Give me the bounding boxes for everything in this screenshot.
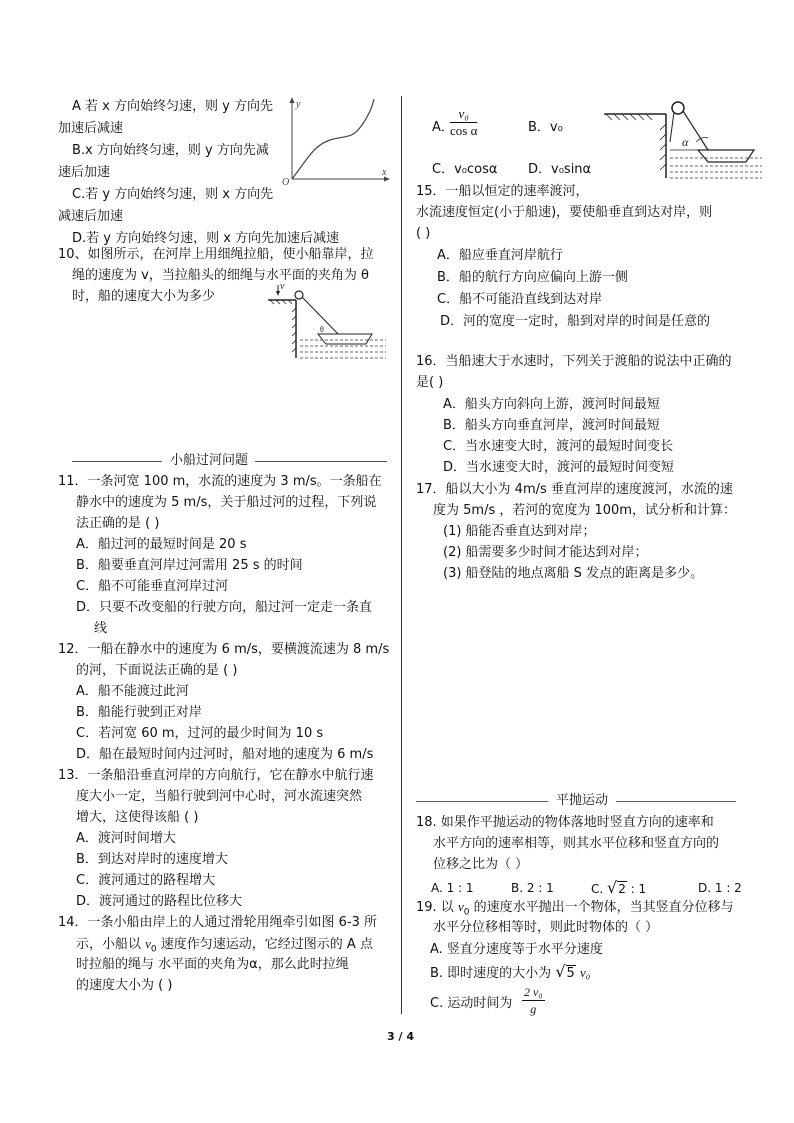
q14-line4: 的速度大小为 ( ) (76, 978, 173, 993)
q10-boat-pull-figure (268, 282, 388, 360)
q18-option-c (591, 878, 646, 899)
q19-c-denominator: g (530, 1002, 537, 1016)
section-title-projectile: 平抛运动 (556, 793, 609, 808)
q14-option-c: C．v₀cosα (432, 162, 498, 177)
q11-line3: 法正确的是 ( ) (76, 516, 160, 531)
q14-v-symbol: v (145, 936, 151, 951)
q12-option-d: D．船在最短时间内过河时，船对地的速度为 6 m/s (76, 747, 374, 762)
q17-line1: 17．船以大小为 4m/s 垂直河岸的速度渡河，水流的速 (416, 482, 733, 497)
q19-option-a: A. 竖直分速度等于水平分速度 (430, 942, 603, 957)
q11-option-b: B．船要垂直河岸过河需用 25 s 的时间 (76, 558, 303, 573)
q11-option-c: C．船不可能垂直河岸过河 (76, 579, 229, 594)
q16-line1: 16．当船速大于水速时，下列关于渡船的说法中正确的 (416, 354, 732, 369)
q14-a-denominator: cos α (450, 123, 478, 138)
q15-line2: 水流速度恒定(小于船速)，要使船垂直到达对岸，则 (416, 205, 713, 220)
fig14-alpha-label: α (682, 135, 689, 149)
q12-option-a: A．船不能渡过此河 (76, 684, 189, 699)
q15-option-a: A．船应垂直河岸航行 (437, 248, 563, 263)
q15-line1: 15．一船以恒定的速率渡河， (416, 184, 589, 199)
section1-rule-right (255, 461, 387, 462)
q12-option-c: C．若河宽 60 m，过河的最少时间为 10 s (76, 726, 324, 741)
q18-c-suffix: : 1 (630, 882, 647, 896)
section2-rule-right (616, 801, 736, 802)
q17-sub1: (1) 船能否垂直达到对岸； (443, 524, 596, 539)
q13-option-b: B．到达对岸时的速度增大 (76, 852, 228, 867)
q19-option-b (430, 962, 590, 984)
sqrt-symbol: √ (555, 962, 566, 981)
q13-line1: 13．一条船沿垂直河岸的方向航行，它在静水中航行速 (58, 768, 374, 783)
q19-c-numerator: 2 v₀ (524, 985, 543, 999)
q9-option-d: D.若 y 方向始终匀速，则 x 方向先加速后减速 (72, 231, 340, 246)
q14-line2-b: 速度作匀速运动，它经过图示的 A 点 (156, 937, 373, 952)
q18-line1: 18. 如果作平抛运动的物体落地时竖直方向的速率和 (416, 815, 714, 830)
graph-y-label: y (296, 99, 301, 110)
q14-pulley-boat-figure (604, 98, 764, 186)
q16-line2: 是( ) (416, 375, 444, 390)
q17-line2: 度为 5m/s ，若河的宽度为 100m，试分析和计算： (433, 503, 736, 518)
q19-line2: 水平分位移相等时，则此时物体的（ ） (433, 920, 659, 935)
section-title-boat-crossing: 小船过河问题 (170, 453, 249, 468)
page-number: 3 / 4 (387, 1030, 414, 1043)
q12-line2: 的河，下面说法正确的是 ( ) (76, 663, 238, 678)
q19-b-prefix: B. 即时速度的大小为 (430, 966, 552, 981)
q9-option-c-line2: 减速后加速 (58, 209, 124, 224)
q19-line1-b: 的速度水平抛出一个物体，当其竖直分位移与 (469, 900, 734, 915)
q18-option-b: B. 2 : 1 (511, 881, 554, 895)
q10-line1: 10、如图所示，在河岸上用细绳拉船，使小船靠岸，拉 (58, 247, 374, 262)
q18-line2: 水平方向的速率相等，则其水平位移和竖直方向的 (433, 836, 720, 851)
q10-line2: 绳的速度为 v，当拉船头的细绳与水平面的夹角为 θ (72, 268, 369, 283)
q9-option-b-line2: 速后加速 (58, 165, 111, 180)
q19-b-radicand: 5 (566, 966, 575, 981)
q11-option-d-line2: 线 (94, 621, 108, 636)
graph-origin-label: O (282, 177, 290, 188)
q16-option-c: C．当水速变大时，渡河的最短时间变长 (443, 439, 674, 454)
q17-sub2: (2) 船需要多少时间才能达到对岸； (443, 545, 648, 560)
q9-option-a-line2: 加速后减速 (58, 121, 124, 136)
q14-line2-a: 示，小船以 (76, 937, 146, 952)
sqrt-symbol: √ (607, 878, 618, 897)
q9-curve-graph (280, 95, 392, 187)
q14-option-d: D．v₀sinα (528, 162, 592, 177)
q9-option-a-line1: A 若 x 方向始终匀速，则 y 方向先 (72, 99, 273, 114)
q13-option-c: C．渡河通过的路程增大 (76, 873, 216, 888)
fig10-theta-label: θ (320, 325, 324, 334)
q14-line1: 14．一条小船由岸上的人通过滑轮用绳牵引如图 6-3 所 (58, 915, 378, 930)
q19-option-c-fraction (522, 984, 545, 1017)
q18-option-a: A. 1 : 1 (431, 881, 474, 895)
column-divider (401, 96, 402, 1014)
q19-line1-a: 19. 以 (416, 900, 458, 915)
q16-option-d: D．当水速变大时，渡河的最短时间变短 (443, 460, 675, 475)
q12-option-b: B．船能行驶到正对岸 (76, 705, 202, 720)
q19-v-symbol: v (457, 899, 464, 914)
q15-line3: ( ) (416, 226, 431, 241)
q13-line3: 增大，这使得该船 ( ) (76, 810, 199, 825)
q16-option-a: A．船头方向斜向上游，渡河时间最短 (443, 397, 660, 412)
q15-option-c: C．船不可能沿直线到达对岸 (437, 292, 603, 307)
q11-line1: 11．一条河宽 100 m，水流的速度为 3 m/s。一条船在 (58, 474, 382, 489)
q18-line3: 位移之比为（ ） (433, 857, 529, 872)
q19-v-subscript: 0 (463, 907, 470, 918)
q13-option-a: A．渡河时间增大 (76, 831, 176, 846)
q9-option-c-line1: C.若 y 方向始终匀速，则 x 方向先 (72, 187, 274, 202)
q18-c-radicand: 2 (618, 882, 626, 896)
q14-v-subscript: 0 (150, 944, 157, 955)
q13-option-d: D．渡河通过的路程比位移大 (76, 894, 243, 909)
q18-c-prefix: C. (591, 882, 604, 896)
q18-option-d: D. 1 : 2 (698, 881, 742, 895)
q15-option-b: B．船的航行方向应偏向上游一侧 (437, 270, 628, 285)
q14-option-a-label: A． (432, 120, 454, 135)
q14-option-b: B．v₀ (528, 120, 563, 135)
q12-line1: 12．一船在静水中的速度为 6 m/s，要横渡流速为 8 m/s (58, 642, 390, 657)
section2-rule-left (416, 801, 548, 802)
fig10-v-label: v (280, 281, 285, 292)
q13-line2: 度大小一定，当船行驶到河中心时，河水流速突然 (76, 789, 363, 804)
q15-option-d: D．河的宽度一定时，船到对岸的时间是任意的 (440, 314, 711, 329)
q11-line2: 静水中的速度为 5 m/s，关于船过河的过程，下列说 (76, 495, 377, 510)
q19-option-c-label: C. 运动时间为 (430, 996, 513, 1011)
q19-b-suffix: v₀ (579, 965, 591, 980)
q11-option-a: A．船过河的最短时间是 20 s (76, 537, 247, 552)
q14-line3: 时拉船的绳与 水平面的夹角为α，那么此时拉绳 (76, 957, 349, 972)
q14-option-a-fraction (450, 106, 477, 139)
q16-option-b: B．船头方向垂直河岸，渡河时间最短 (443, 418, 660, 433)
q10-line3: 时，船的速度大小为多少 (72, 289, 216, 304)
section1-rule-left (72, 461, 162, 462)
q14-a-numerator: v₀ (450, 106, 477, 123)
graph-x-label: x (382, 167, 387, 178)
q17-sub3: (3) 船登陆的地点离船 S 发点的距离是多少。 (443, 566, 704, 581)
q9-option-b-line1: B.x 方向始终匀速，则 y 方向先减 (72, 143, 269, 158)
q11-option-d-line1: D．只要不改变船的行驶方向，船过河一定走一条直 (76, 600, 373, 615)
